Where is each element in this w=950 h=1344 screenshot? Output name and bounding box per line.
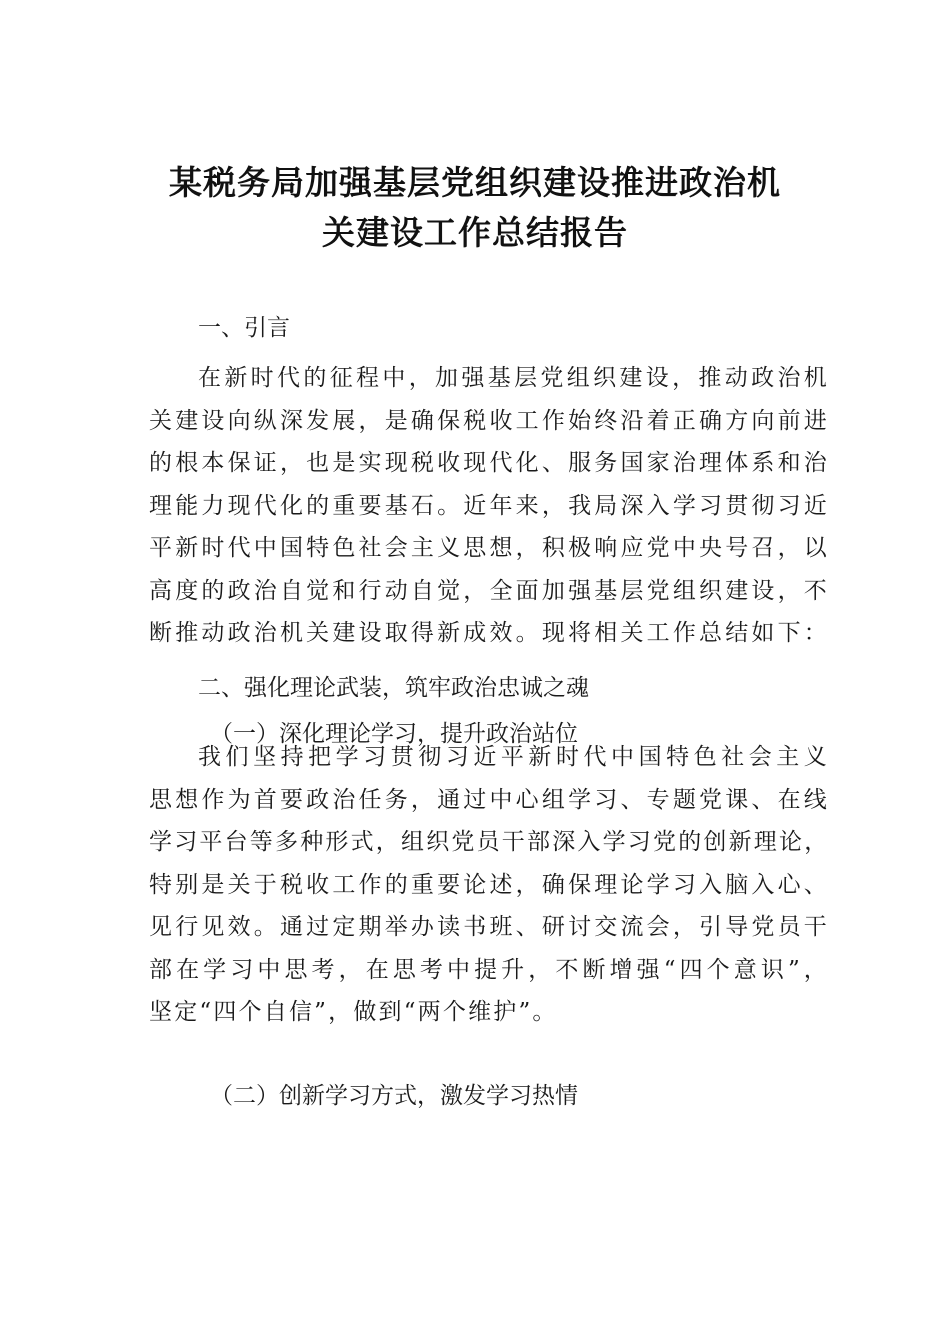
subsection-1-heading: （一）深化理论学习，提升政治站位 — [210, 721, 578, 747]
paragraph-line: 学习平台等多种形式，组织党员干部深入学习党的创新理论， — [149, 829, 830, 855]
title-line-1: 某税务局加强基层党组织建设推进政治机 — [169, 163, 781, 202]
paragraph-line: 平新时代中国特色社会主义思想，积极响应党中央号召，以 — [149, 535, 829, 561]
paragraph-line: 特别是关于税收工作的重要论述，确保理论学习入脑入心、 — [149, 871, 829, 898]
subsection-1-paragraph — [149, 736, 829, 1034]
paragraph-line: 的根本保证，也是实现税收现代化、服务国家治理体系和治 — [149, 450, 829, 476]
paragraph-line: 高度的政治自觉和行动自觉，全面加强基层党组织建设，不 — [149, 577, 829, 604]
paragraph-line: 部在学习中思考，在思考中提升，不断增强“四个意识”， — [149, 956, 829, 983]
paragraph-line: 断推动政治机关建设取得新成效。现将相关工作总结如下： — [149, 620, 829, 646]
title-line-2: 关建设工作总结报告 — [322, 213, 628, 252]
section-2-heading: 二、强化理论武装，筑牢政治忠诚之魂 — [198, 675, 589, 701]
paragraph-line: 我们坚持把学习贯彻习近平新时代中国特色社会主义 — [198, 744, 829, 770]
paragraph-line: 关建设向纵深发展，是确保税收工作始终沿着正确方向前进 — [149, 407, 829, 434]
paragraph-line: 思想作为首要政治任务，通过中心组学习、专题党课、在线 — [149, 786, 829, 813]
section-1-heading: 一、引言 — [198, 315, 290, 341]
paragraph-line: 见行见效。通过定期举办读书班、研讨交流会，引导党员干 — [149, 914, 829, 940]
section-1-paragraph — [149, 357, 829, 655]
paragraph-line: 在新时代的征程中，加强基层党组织建设，推动政治机 — [198, 365, 829, 391]
document-title — [110, 158, 840, 258]
paragraph-line: 理能力现代化的重要基石。近年来，我局深入学习贯彻习近 — [149, 492, 829, 519]
paragraph-line: 坚定“四个自信”，做到“两个维护”。 — [149, 999, 558, 1025]
subsection-2-heading: （二）创新学习方式，激发学习热情 — [210, 1083, 578, 1109]
